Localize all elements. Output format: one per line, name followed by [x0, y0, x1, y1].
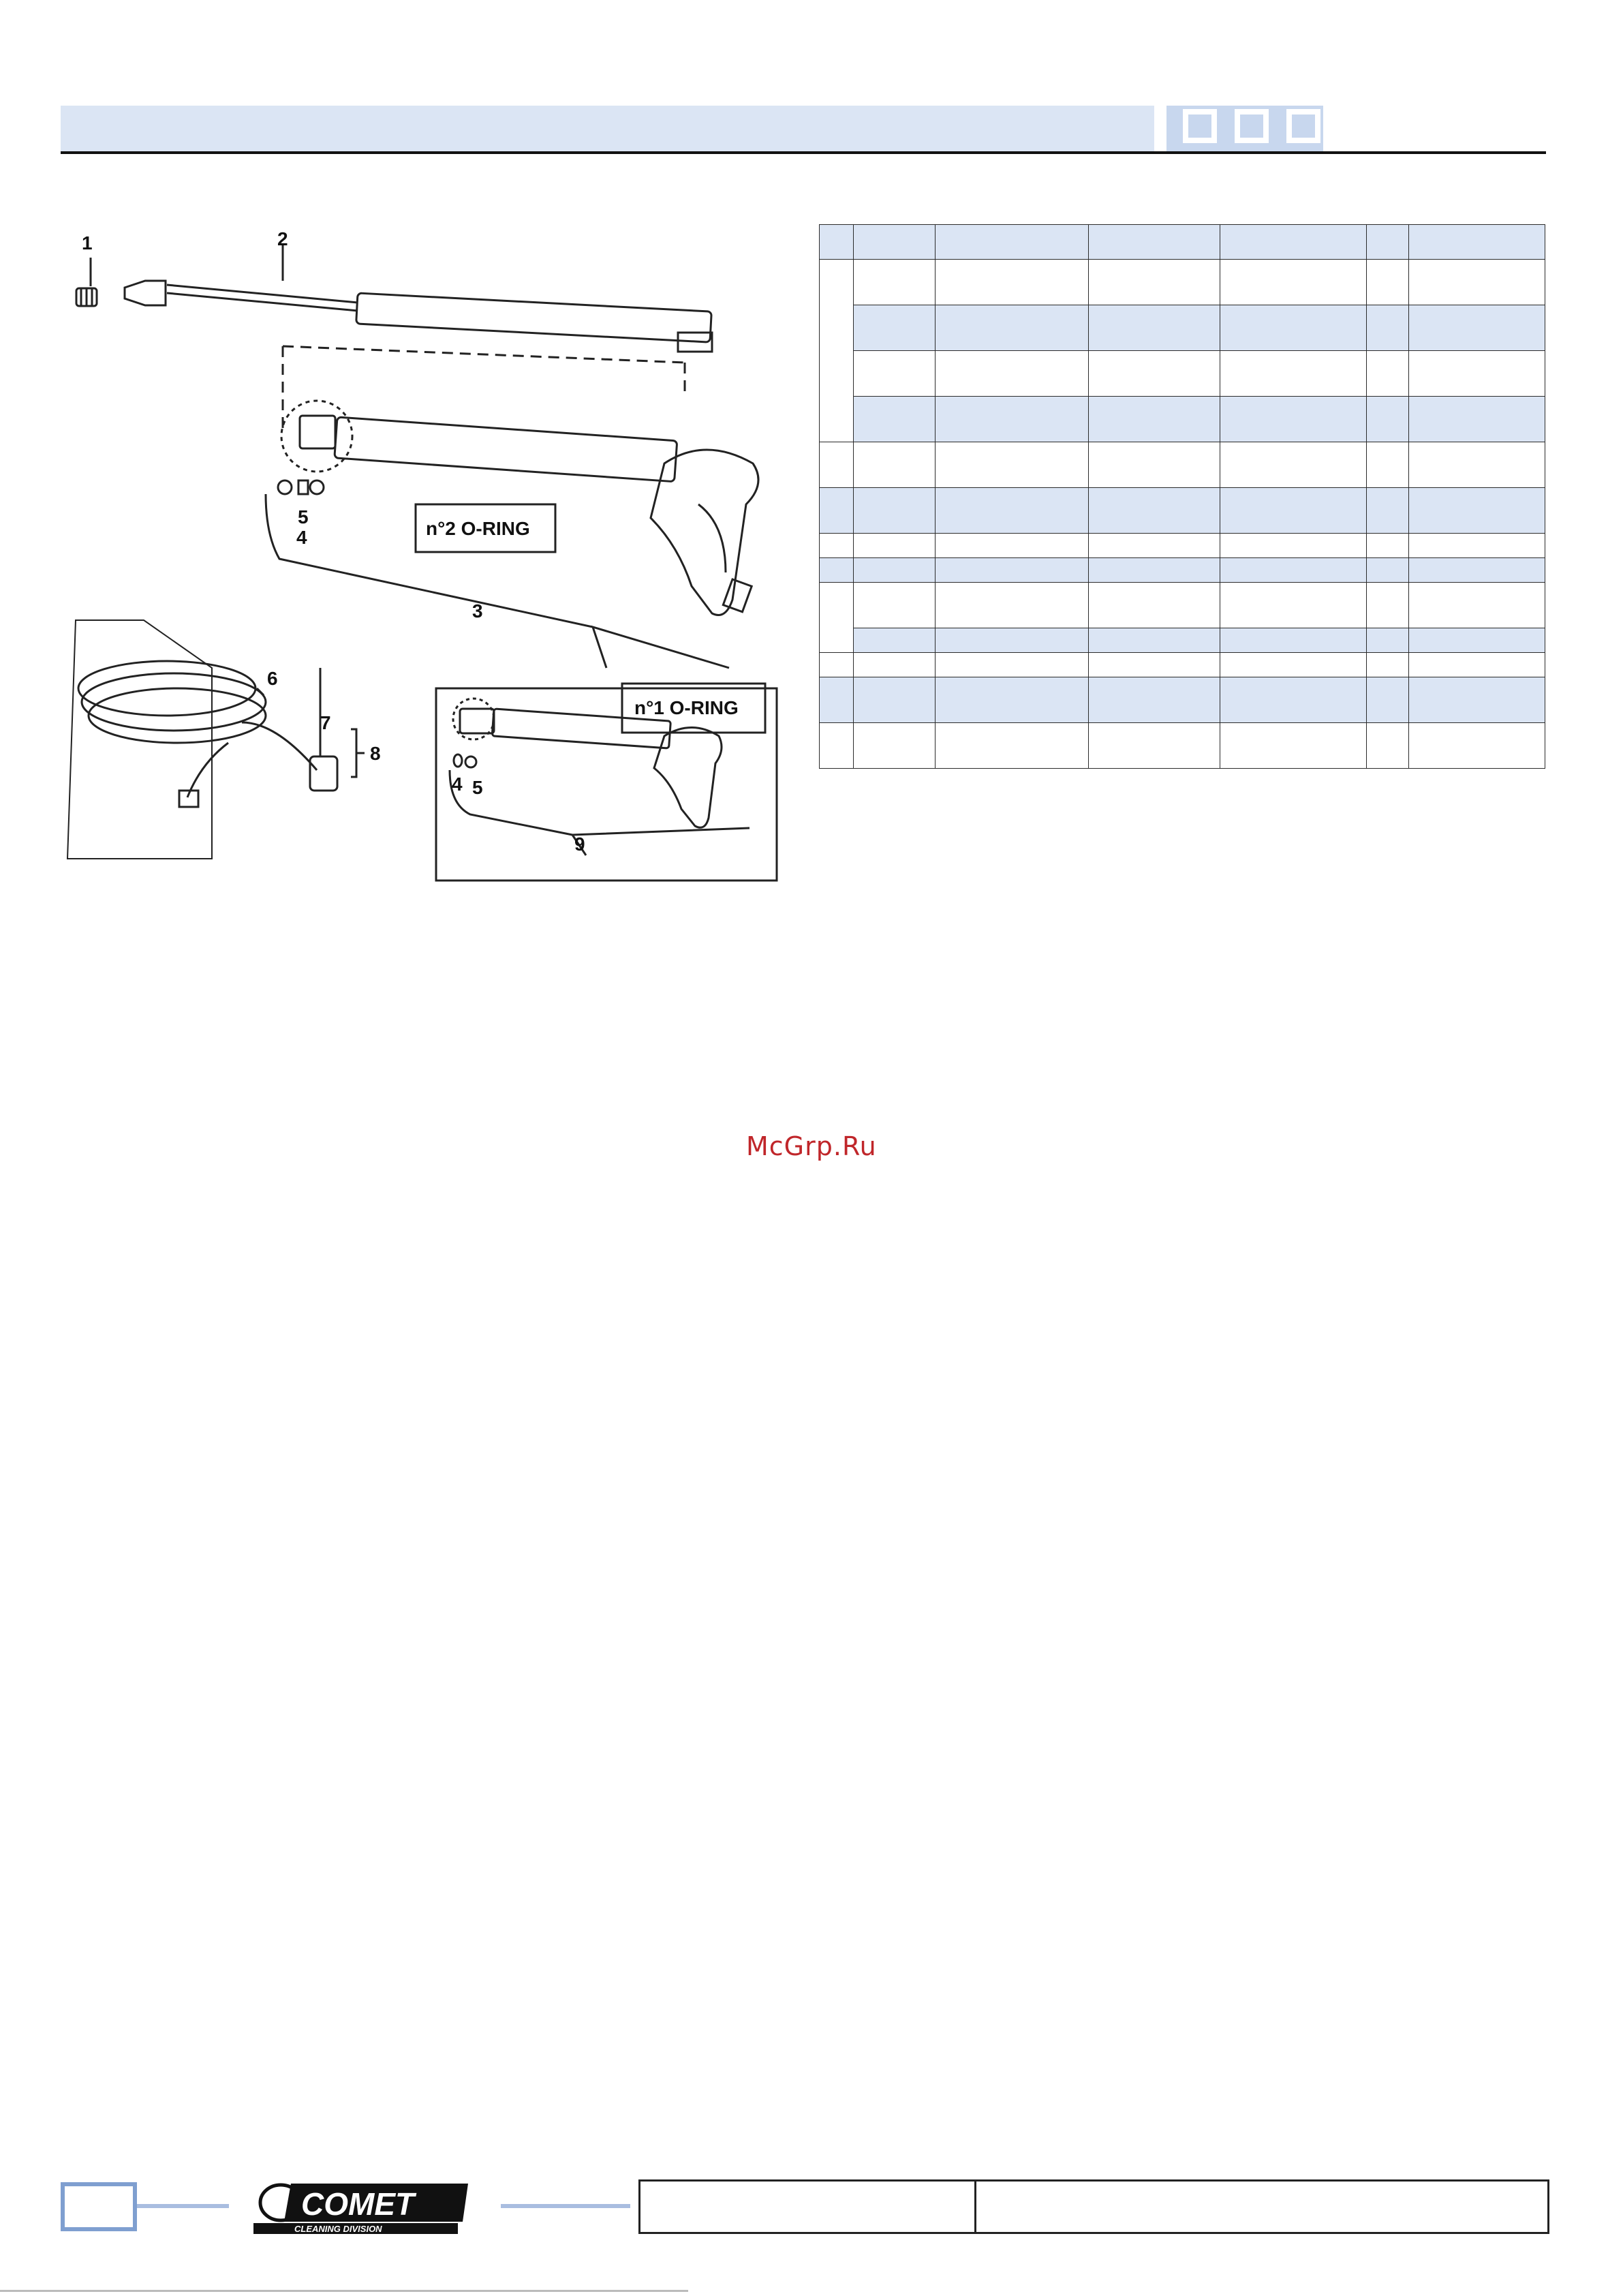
callout-9: 9: [574, 833, 585, 855]
footer-cell-right: [976, 2182, 1547, 2232]
header-square-3: [1286, 109, 1320, 143]
table-row: [820, 260, 1545, 305]
o-ring-note-2: n°2 O-RING: [426, 518, 530, 539]
exploded-parts-diagram: [65, 218, 787, 893]
footer-rule-right: [501, 2204, 630, 2208]
callout-2: 2: [277, 228, 288, 249]
callout-6: 6: [267, 668, 278, 689]
table-row: [820, 305, 1545, 351]
watermark-text: McGrp.Ru: [746, 1131, 877, 1161]
footer-cell-left: [640, 2182, 976, 2232]
table-header-row: [820, 225, 1545, 260]
table-row: [820, 442, 1545, 488]
page-number-box: [61, 2182, 137, 2231]
callout-5-inset: 5: [472, 777, 483, 798]
hose-part-8: [67, 620, 365, 859]
callout-4-inset: 4: [452, 774, 463, 795]
header-band: [61, 106, 1154, 151]
header-square-2: [1235, 109, 1269, 143]
table-row: [820, 558, 1545, 583]
svg-text:CLEANING DIVISION: CLEANING DIVISION: [294, 2224, 382, 2234]
header-square-1: [1183, 109, 1217, 143]
comet-logo: [253, 2179, 475, 2237]
table-row: [820, 677, 1545, 723]
table-row: [820, 534, 1545, 558]
footer-rule-left: [137, 2204, 229, 2208]
callout-8: 8: [370, 743, 381, 764]
table-row: [820, 397, 1545, 442]
o-ring-note-1: n°1 O-RING: [634, 697, 739, 718]
table-row: [820, 628, 1545, 653]
lance-part-2: [125, 245, 712, 352]
header-rule: [61, 151, 1546, 154]
callout-5: 5: [298, 506, 309, 527]
table-row: [820, 351, 1545, 397]
table-row: [820, 488, 1545, 534]
callout-1: 1: [82, 232, 93, 254]
table-row: [820, 723, 1545, 769]
parts-table: [819, 224, 1545, 769]
svg-text:COMET: COMET: [301, 2186, 415, 2222]
nozzle-part-1: [76, 258, 97, 306]
callout-4: 4: [296, 527, 307, 548]
table-row: [820, 653, 1545, 677]
callout-3: 3: [472, 600, 483, 622]
bottom-rule: [0, 2290, 688, 2292]
callout-7: 7: [320, 712, 331, 733]
footer-info-table: [638, 2179, 1549, 2234]
table-row: [820, 583, 1545, 628]
